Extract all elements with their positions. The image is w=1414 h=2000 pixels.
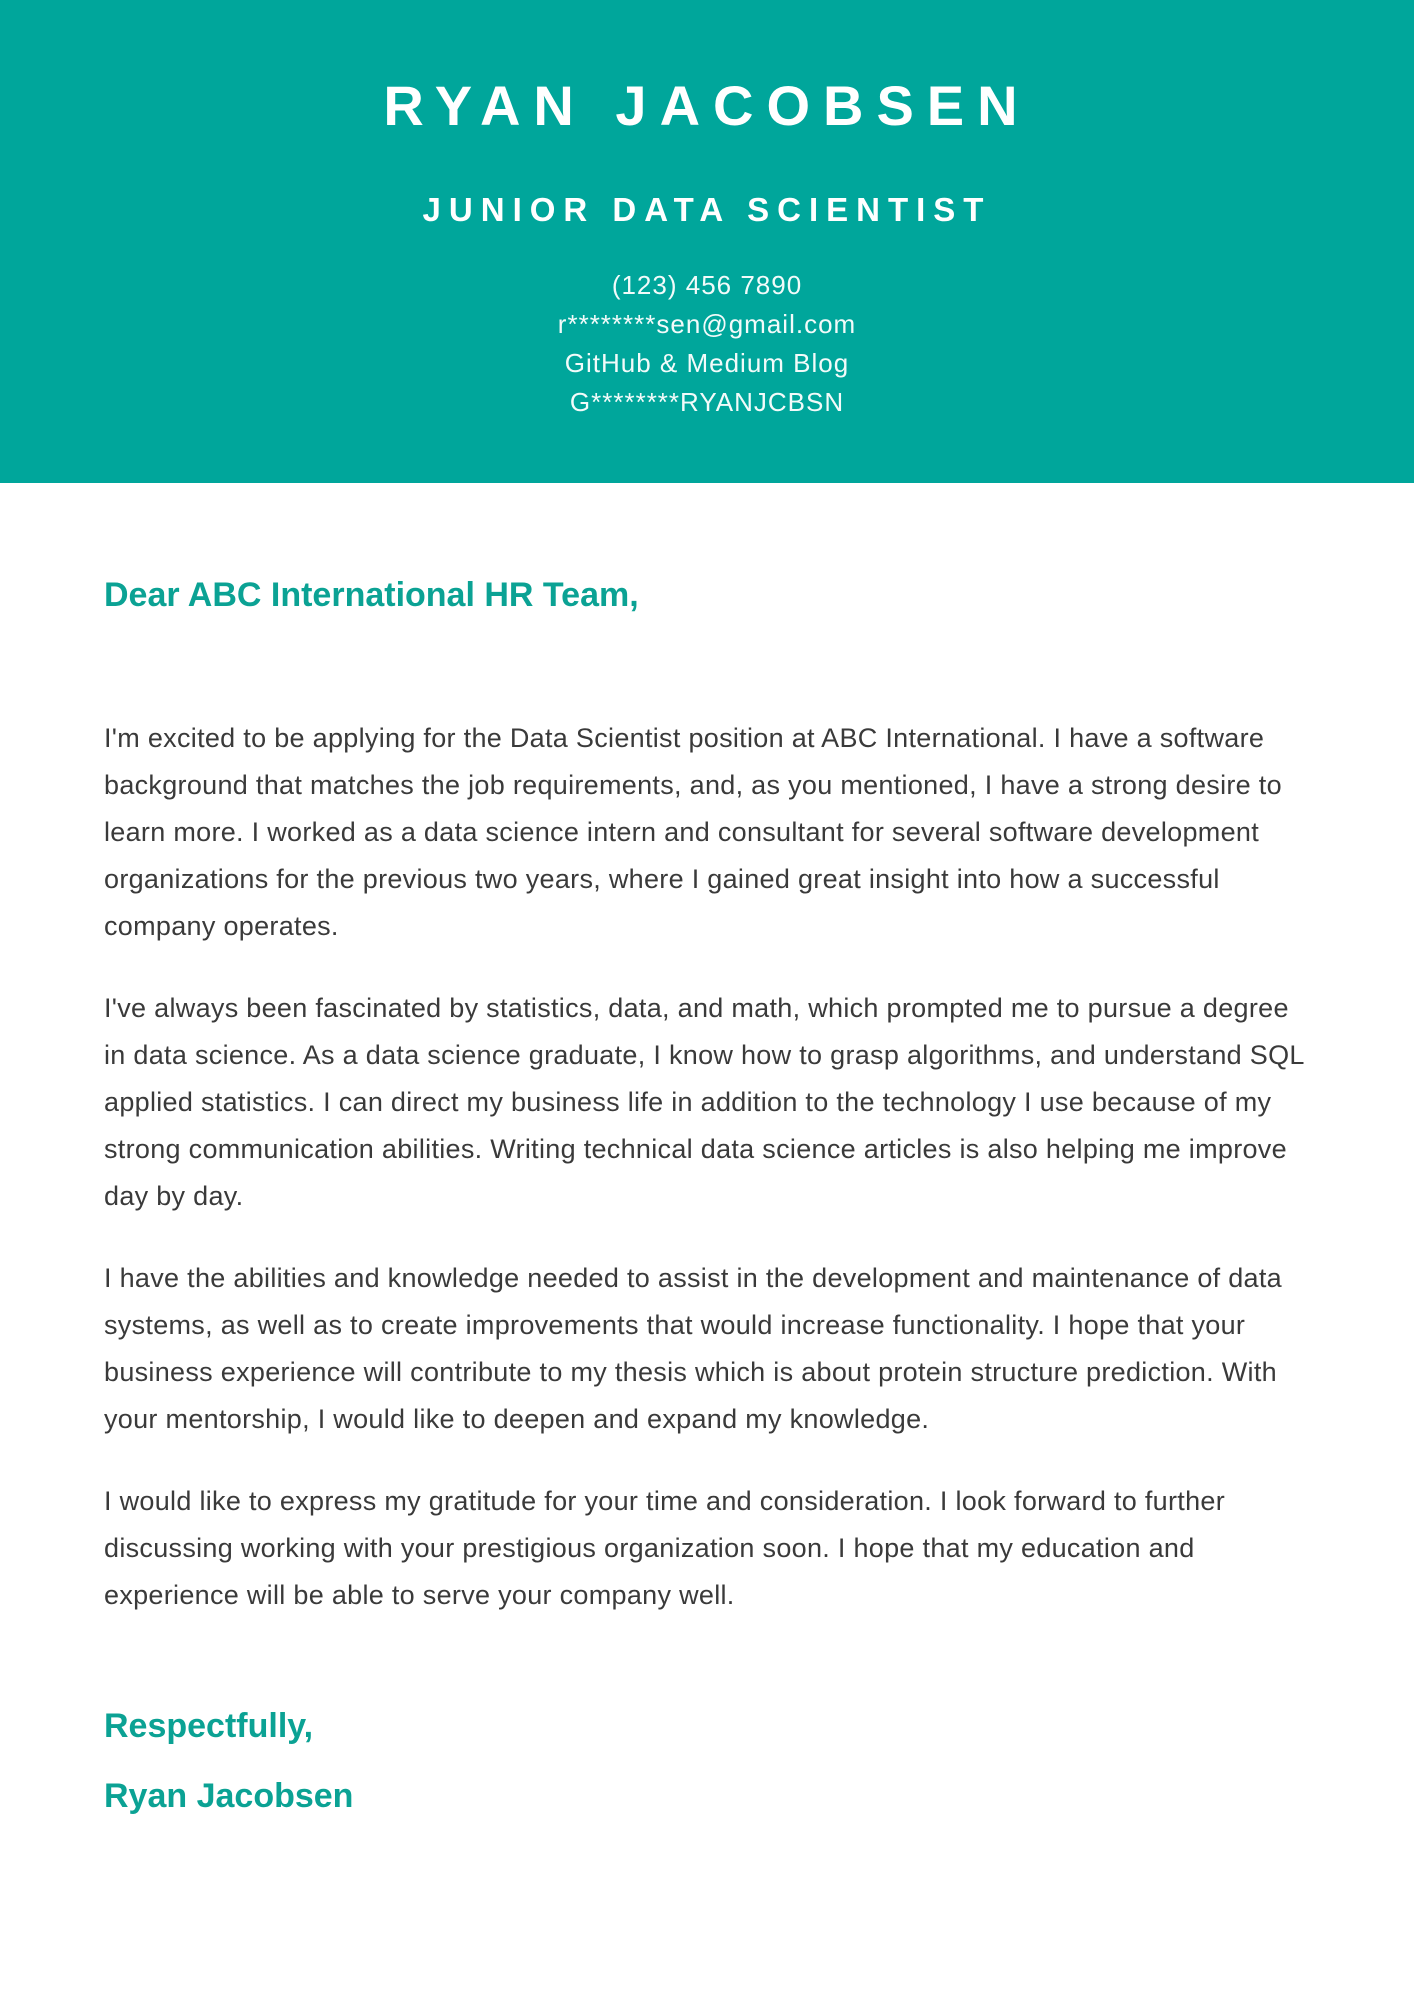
applicant-name: RYAN JACOBSEN [383,74,1031,137]
paragraph-background: I've always been fascinated by statistics, data, and math, which prompted me to pursue a degree in data science. As a data science graduate, I know how to grasp algorithms, and understand SQL applied statistics. I can direct my business life in addition to the technology I use because of my strong communication abilities. Writing technical data science articles is also helping me improve day by day. [104,993,1304,1211]
paragraph-intro: I'm excited to be applying for the Data Scientist position at ABC International. I have a software background that matches the job requirements, and, as you mentioned, I have a strong desire to learn more. I worked as a data science intern and consultant for several software development organizations for the previous two years, where I gained great insight into how a successful company operates. [104,723,1282,941]
paragraph-thanks: I would like to express my gratitude for your time and consideration. I look forward to further discussing working with your prestigious organization soon. I hope that my education and experience will be able to serve your company well. [104,1486,1226,1610]
letter-body [0,483,1414,1816]
greeting-line: Dear ABC International HR Team, [104,576,639,614]
paragraph-skills: I have the abilities and knowledge needed to assist in the development and maintenance of data systems, as well as to create improvements that would increase functionality. I hope that your business experience will contribute to my thesis which is about protein structure prediction. With your mentorship, I would like to deepen and expand my knowledge. [104,1263,1282,1434]
letter-header [0,0,1414,483]
contact-email: r********sen@gmail.com [557,309,857,340]
contact-links: GitHub & Medium Blog [564,348,850,379]
closing-line: Respectfully, [104,1707,314,1745]
contact-phone: (123) 456 7890 [611,270,803,301]
contact-block [0,266,1414,422]
signature-name: Ryan Jacobsen [104,1777,354,1815]
contact-social-handle: G********RYANJCBSN [569,387,845,418]
applicant-job-title: JUNIOR DATA SCIENTIST [422,191,992,229]
